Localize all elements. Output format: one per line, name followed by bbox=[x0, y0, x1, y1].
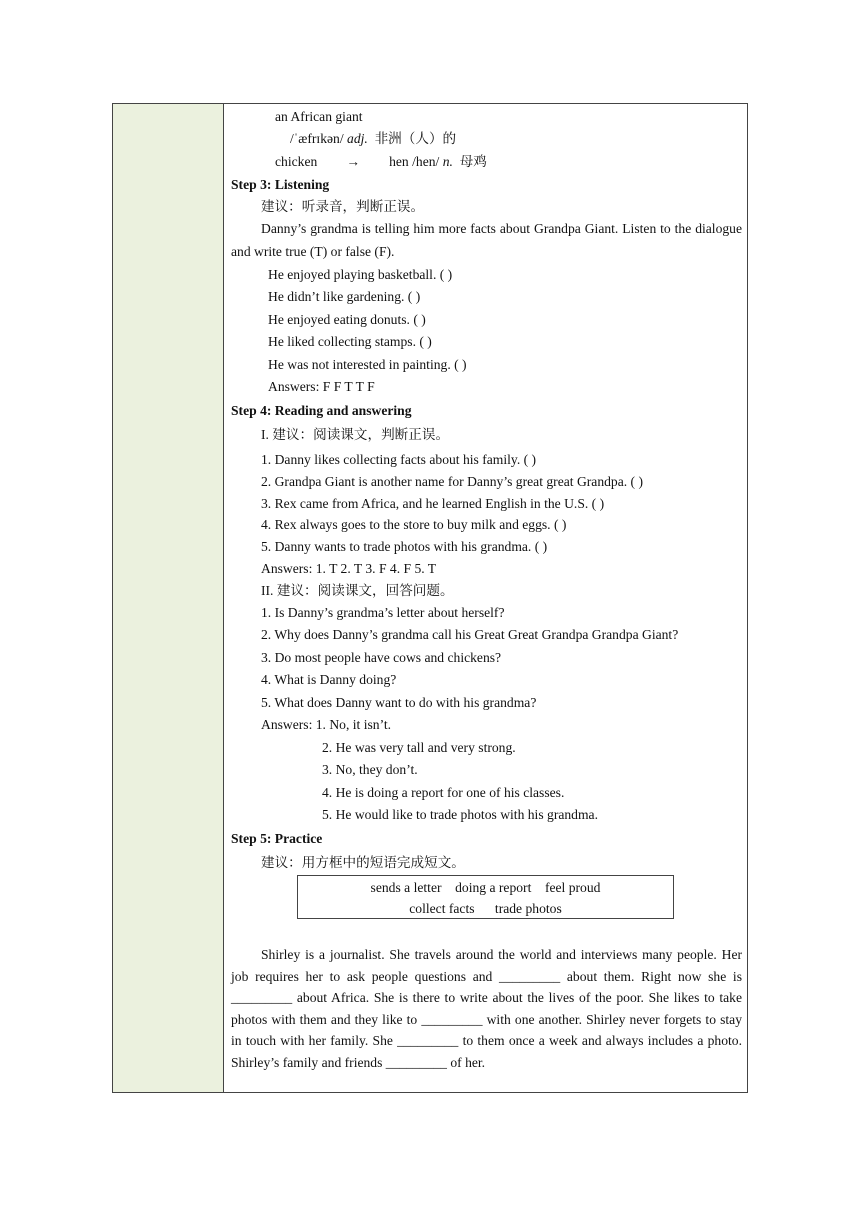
step3-item: He didn’t like gardening. ( ) bbox=[268, 289, 421, 304]
step3-heading: Step 3: Listening bbox=[231, 177, 330, 192]
hen-word: hen /hen/ bbox=[389, 154, 440, 169]
vocab-hen-line bbox=[275, 151, 487, 174]
step4-tf-item: 4. Rex always goes to the store to buy milk and eggs. ( ) bbox=[261, 517, 567, 532]
step4-tf-item: 1. Danny likes collecting facts about his family. ( ) bbox=[261, 452, 537, 467]
step4-answer: 2. He was very tall and very strong. bbox=[322, 740, 516, 755]
phonetic: /ˈæfrɪkən/ bbox=[290, 131, 344, 146]
step4-answer: 4. He is doing a report for one of his classes. bbox=[322, 785, 565, 800]
hen-meaning: 母鸡 bbox=[459, 154, 487, 169]
meaning: 非洲（人）的 bbox=[374, 131, 457, 146]
step4-question: 3. Do most people have cows and chickens? bbox=[261, 650, 502, 665]
step4-tf-answers: Answers: 1. T 2. T 3. F 4. F 5. T bbox=[261, 561, 437, 576]
step4-tf-item: 2. Grandpa Giant is another name for Danny’s great great Grandpa. ( ) bbox=[261, 474, 643, 489]
step4-answer: 3. No, they don’t. bbox=[322, 762, 418, 777]
content-cell bbox=[224, 104, 747, 1092]
step4-question: 4. What is Danny doing? bbox=[261, 672, 397, 687]
step5-heading: Step 5: Practice bbox=[231, 831, 323, 846]
step5-suggestion: 建议：用方框中的短语完成短文。 bbox=[261, 855, 465, 870]
hen-pos: n. bbox=[442, 154, 453, 169]
step3-suggestion: 建议：听录音，判断正误。 bbox=[261, 199, 425, 214]
step3-item: He enjoyed eating donuts. ( ) bbox=[268, 312, 426, 327]
step3-item: He enjoyed playing basketball. ( ) bbox=[268, 267, 453, 282]
step4-tf-item: 5. Danny wants to trade photos with his grandma. ( ) bbox=[261, 539, 548, 554]
step3-item: He was not interested in painting. ( ) bbox=[268, 357, 467, 372]
lesson-table bbox=[112, 103, 748, 1093]
phrase-box bbox=[297, 875, 674, 919]
step4-answer: 5. He would like to trade photos with his grandma. bbox=[322, 807, 598, 822]
phrase-box-line1: sends a letter doing a report feel proud bbox=[370, 880, 601, 895]
step4-tf-item: 3. Rex came from Africa, and he learned English in the U.S. ( ) bbox=[261, 496, 605, 511]
arrow-icon: → bbox=[346, 154, 360, 169]
step3-item: He liked collecting stamps. ( ) bbox=[268, 334, 432, 349]
step4-heading: Step 4: Reading and answering bbox=[231, 403, 412, 418]
step3-intro: Danny’s grandma is telling him more facts about Grandpa Giant. Listen to the dialogue and write true (T) or false (F). bbox=[231, 221, 742, 259]
phrase-box-line2: collect facts trade photos bbox=[409, 901, 562, 916]
part-of-speech: adj. bbox=[347, 131, 368, 146]
vocab-phonetic-line bbox=[290, 128, 456, 151]
step3-answers: Answers: F F T T F bbox=[268, 379, 375, 394]
vocab-word-line: an African giant bbox=[275, 109, 363, 124]
step4-answers-label: Answers: 1. No, it isn’t. bbox=[261, 717, 392, 732]
step4-question: 2. Why does Danny’s grandma call his Great Great Grandpa Grandpa Giant? bbox=[261, 627, 679, 642]
step4-question: 5. What does Danny want to do with his grandma? bbox=[261, 695, 537, 710]
left-column-cell bbox=[113, 104, 224, 1092]
step4-part2: II. 建议：阅读课文，回答问题。 bbox=[261, 583, 454, 598]
chicken-word: chicken bbox=[275, 154, 318, 169]
step4-part1: I. 建议：阅读课文，判断正误。 bbox=[261, 427, 450, 442]
step5-passage: Shirley is a journalist. She travels around the world and interviews many people. Her job requires her to ask people questions and _________ about them. Right now she is _________ about Africa. She is there to write about the lives of the poor. She likes to take photos with them and they like to _________ with one another. Shirley never forgets to stay in touch with her family. She _________ to them once a week and always includes a photo. Shirley’s family and friends _________ of her. bbox=[231, 947, 742, 1070]
step4-question: 1. Is Danny’s grandma’s letter about herself? bbox=[261, 605, 505, 620]
